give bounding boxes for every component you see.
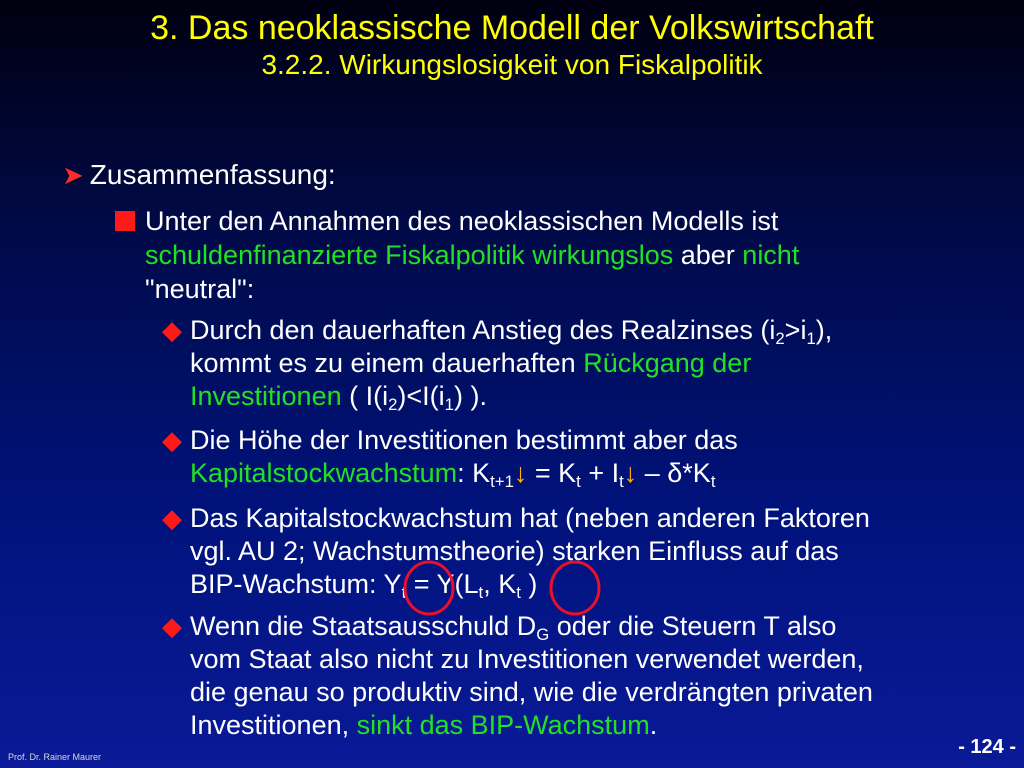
highlight-text: nicht xyxy=(742,240,800,270)
summary-heading: Zusammenfassung: xyxy=(89,159,336,190)
text-segment: ( I(i xyxy=(341,381,389,411)
text-segment: – δ*K xyxy=(637,458,711,488)
text-segment: + I xyxy=(580,458,620,488)
text-segment: Investitionen, xyxy=(190,710,357,740)
diamond-bullet-icon: ◆ xyxy=(162,503,182,533)
text-segment: = K xyxy=(527,458,577,488)
highlight-text: Investitionen xyxy=(190,381,342,411)
down-arrow-icon: ↓ xyxy=(623,458,638,488)
text-segment: Wenn die Staatsausschuld D xyxy=(190,611,537,641)
diamond-bullet-icon: ◆ xyxy=(162,425,182,455)
text-segment: )<I(i xyxy=(397,381,445,411)
text-segment: BIP-Wachstum: Y xyxy=(190,569,402,599)
text-segment: Das Kapitalstockwachstum hat (neben anderen Faktoren xyxy=(190,503,870,533)
subscript: 2 xyxy=(775,329,785,349)
highlight-text: Kapitalstockwachstum xyxy=(190,458,458,488)
text-segment: Unter den Annahmen des neoklassischen Modells ist xyxy=(145,206,779,236)
highlight-text: sinkt das BIP-Wachstum xyxy=(356,710,650,740)
subscript: 1 xyxy=(444,395,454,415)
text-segment: >i xyxy=(784,315,807,345)
text-segment: aber xyxy=(673,240,743,270)
subscript: t xyxy=(576,472,581,492)
text-segment: vgl. AU 2; Wachstumstheorie) starken Einfluss auf das xyxy=(190,536,839,566)
text-segment: . xyxy=(649,710,658,740)
highlight-text: schuldenfinanzierte Fiskalpolitik wirkungslos xyxy=(145,240,674,270)
text-segment: ), xyxy=(815,315,833,345)
page-number: - 124 - xyxy=(958,736,1016,758)
text-segment: : K xyxy=(457,458,491,488)
subscript: t xyxy=(401,583,407,603)
text-segment: , K xyxy=(483,569,517,599)
text-segment: "neutral": xyxy=(145,274,255,304)
arrow-bullet-icon: ➤ xyxy=(62,160,84,190)
down-arrow-icon: ↓ xyxy=(513,458,528,488)
diamond-bullet-icon: ◆ xyxy=(162,611,182,641)
title-sub: 3.2.2. Wirkungslosigkeit von Fiskalpolitik xyxy=(261,49,763,80)
text-segment: oder die Steuern T also xyxy=(549,611,837,641)
text-segment: ) ). xyxy=(453,381,487,411)
circle-kt xyxy=(551,562,599,614)
footer-author: Prof. Dr. Rainer Maurer xyxy=(8,752,102,762)
diamond-bullet-icon: ◆ xyxy=(162,315,182,345)
subscript: G xyxy=(536,625,550,645)
highlight-text: Rückgang der xyxy=(583,348,752,378)
subscript: t xyxy=(619,472,624,492)
text-segment: ) xyxy=(520,569,538,599)
text-segment: Durch den dauerhaften Anstieg des Realzinses (i xyxy=(190,315,776,345)
subscript: t xyxy=(710,472,716,492)
subscript: t xyxy=(478,583,484,603)
text-segment: die genau so produktiv sind, wie die verdrängten privaten xyxy=(190,677,873,707)
text-segment: vom Staat also nicht zu Investitionen verwendet werden, xyxy=(190,644,864,674)
subscript: 1 xyxy=(806,329,816,349)
subscript: t+1 xyxy=(490,472,514,492)
text-segment: = Y(L xyxy=(406,569,479,599)
text-segment: kommt es zu einem dauerhaften xyxy=(190,348,584,378)
circle-yt xyxy=(405,562,453,614)
subscript: 2 xyxy=(388,395,398,415)
text-segment: Die Höhe der Investitionen bestimmt aber das xyxy=(190,425,738,455)
subscript: t xyxy=(516,583,521,603)
title-main: 3. Das neoklassische Modell der Volkswirtschaft xyxy=(150,9,874,47)
